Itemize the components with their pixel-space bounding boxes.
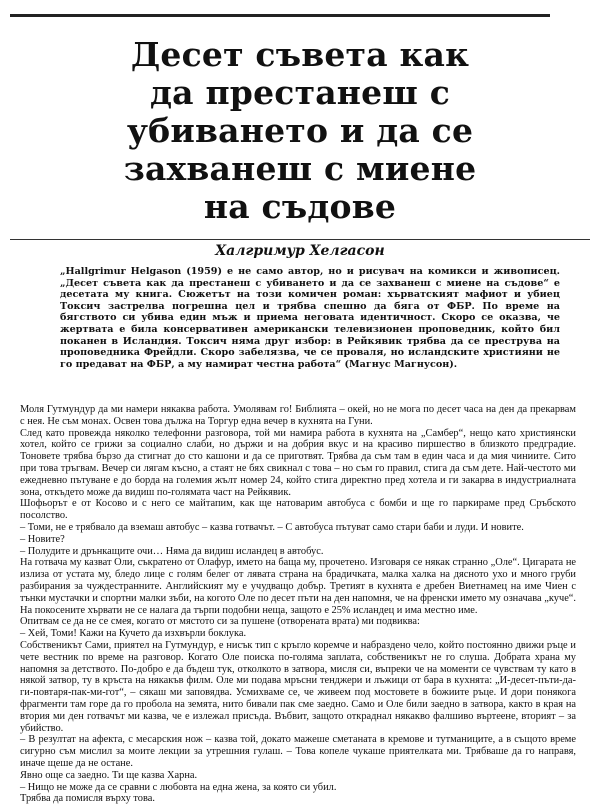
body-paragraph: – Томи, не е трябвало да вземаш автобус – казва готвачът. – С автобуса пътуват само стари баби и луди. И новите.	[20, 521, 524, 533]
body-paragraph: Моля Гутмундур да ми намери някаква работа. Умолявам го! Библията – окей, но не мога по десет часа на ден да прекарвам с нея. Не съм монах. Освен това дължа на Торгур една вечер в кухнята на Гуни.	[20, 404, 576, 427]
body-paragraph: – Новите?	[20, 533, 65, 545]
body-paragraph: – Нищо не може да се сравни с любовта на една жена, за която си убил.	[20, 781, 337, 793]
body-paragraph: След като провежда няколко телефонни разговора, той ми намира работа в кухнята на „Самбер“, нещо като християнски хотел, който се грижи за социално слаби, но държи и на добрия вкус и на красиво пиршество в близкото предградие. Тоновете трябва бързо да стигнат до сто кашони и да се приготвят. Трябва да съм там в един часа и да мия чиниите. Сито при това тръгвам. Вечер си лягам късно, а стаят не бях свикнал с това – но съм го правил, стига да съм дете. Най-честото ми ежедневно пътуване е до борда на големия жълт номер 24, който стига директно пред хотела и ги закарва в индустриалната зона, откъдето може да видиш по-голямата част на Рейкявик.	[20, 427, 576, 498]
body-paragraph: Явно още са заедно. Ти ще казва Харна.	[20, 769, 198, 781]
article-title	[20, 36, 580, 226]
top-rule	[10, 14, 550, 17]
author-name: Халгримур Хелгасон	[215, 243, 385, 259]
lead-paragraph	[60, 266, 560, 370]
title-line: Десет съвета как	[130, 35, 470, 74]
body-paragraph: На готвача му казват Оли, съкратено от Олафур, името на баща му, прочетено. Изговаря се някак странно „Оле“. Цигарата не излиза от устата му, бледо лице с голям белег от лявата страна на брадичката, малка халка на дясното ухо и много груби разбирания за чуждестранните. Английският му е учудващо добър. Третият в кухнята е дребен Виетнамец на име Чиен с тънки мустачки и спортни малки зъби, на когото Оле по десет пъти на ден напомня, че на френски името му означава „куче“. На покосените хървати не се налага да търпи подобни неща, защото е 25% исландец и има местно име.	[20, 557, 577, 616]
title-line: на съдове	[203, 187, 397, 226]
lead-text: „Hallgrimur Helgason (1959) е не само автор, но и рисувач на комикси и живописец. „Десет съвета как да престанеш с убиването и да се захванеш с миене на съдове“ е десетата му книга. Сюжетът на този комичен роман: хърватският мафиот и убиец Токсич застрелва погрешна цел и трябва спешно да бяга от ФБР. По време на бягството си убива един мъж и приема неговата идентичност. Скоро се оказва, че жертвата е била консервативен американски телевизионен проповедник, който бил поканен в Исландия. Токсич няма друг избор: в Рейкявик трябва да се преструва на проповедника Фрейдли. Скоро забелязва, че се проваля, но исландските християни не го предават на ФБР, а му намират честна работа“ (Магнус Магнусон).	[60, 266, 560, 370]
body-paragraph: Шофьорът е от Косово и с него се майтапим, как ще натоварим автобуса с бомби и ще го паркираме пред Сръбското посолство.	[20, 498, 576, 522]
body-paragraph: – Хей, Томи! Кажи на Кучето да изхвърли боклука.	[20, 628, 247, 640]
article-body	[20, 404, 576, 805]
title-line: захванеш с миене	[123, 149, 477, 188]
byline-rule	[10, 239, 590, 240]
title-line: убиването и да се	[126, 111, 474, 150]
body-paragraph: – Полудите и дрънкащите очи… Няма да видиш исландец в автобус.	[20, 545, 324, 557]
body-paragraph: Опитвам се да не се смея, когато от мястото си за пушене (отворената врата) ми подвиква:	[20, 616, 420, 628]
body-paragraph: – В резултат на афекта, с месарския нож – казва той, докато мажеше сметаната в кремове и тутманиците, а в същото време сигурно съм мислил за моите лекции за утрешния гулаш. – Това копеле чукаше приятелката ми. Трябваше да го направя, иначе щеше да не остане.	[20, 734, 576, 769]
title-line: да престанеш с	[149, 73, 450, 112]
body-paragraph: Собственикът Сами, приятел на Гутмундур, е нисък тип с кръгло коремче и набраздено чело, който постоянно движи ръце и чете вестник по време на разговор. Когато Оле поиска по-голяма заплата, собственикът не го слуша. Добрата храна му напомня за детството. По-добро е да бъдеш тук, отколкото в затвора, мисля си, въпреки че на моменти се чувствам ту като в някой затвор, ту в кръста на някакъв филм. Оле ми подава мръсни тенджери и лъжици от бара в кухнята: „И-десет-пъти-да-ги-повтаря-пак-ми-гот“, – сякаш ми заповядва. Усмихваме се, че живеем под мостовете в божиите ръце. И дори понякога фрагменти там горе да го пробола на земята, нито бивали пак сме заедно. Само и Оле били заедно в затвора, както в края на втория ми ден готвачът ми казва, че е излежал присъда. Въбвит, защото откраднал някакво фалшиво въртеене, вторият – за убийство.	[20, 639, 576, 734]
body-paragraph: Трябва да помисля върху това.	[20, 793, 155, 805]
